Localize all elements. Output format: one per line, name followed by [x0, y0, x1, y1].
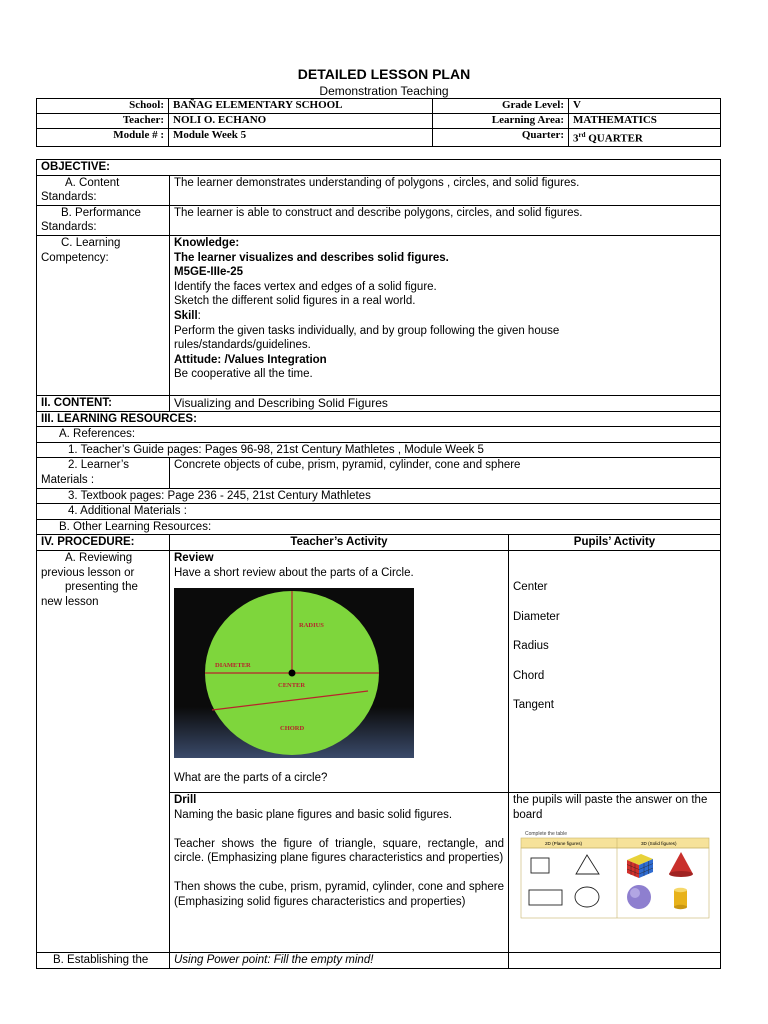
procedure-heading: IV. PROCEDURE:: [37, 535, 170, 551]
review-text: Have a short review about the parts of a Circle.: [174, 566, 414, 579]
chord-label: CHORD: [280, 725, 305, 733]
performance-label-1: B. Performance: [61, 206, 141, 219]
review-row: [37, 550, 721, 792]
drill-text: Naming the basic plane figures and basic solid figures.: [174, 808, 453, 821]
other-resources-text: B. Other Learning Resources:: [37, 519, 721, 535]
quarter-label: Quarter:: [433, 129, 569, 147]
content-standards-text: The learner demonstrates understanding of polygons , circles, and solid figures.: [170, 175, 721, 205]
grade-value: V: [569, 99, 721, 114]
establishing-label: B. Establishing the: [37, 952, 170, 968]
radius-label: RADIUS: [299, 622, 324, 630]
quarter-text: QUARTER: [585, 132, 643, 145]
additional-materials-row: [37, 504, 721, 520]
references-label: A. References:: [37, 427, 721, 443]
review-cell: [170, 550, 509, 792]
reviewing-label-3: presenting the: [65, 581, 138, 594]
plane-figures-heading: 2D (Plane figures): [545, 841, 583, 847]
attitude-line-1: Be cooperative all the time.: [174, 368, 313, 381]
teachers-guide-text: 1. Teacher’s Guide pages: Pages 96-98, 21st Century Mathletes , Module Week 5: [37, 442, 721, 458]
textbook-row: [37, 488, 721, 504]
content-standards-label: [37, 175, 170, 205]
answer-diameter: Diameter: [513, 610, 560, 623]
skill-heading-line: [174, 309, 716, 324]
skill-colon: :: [197, 309, 201, 322]
answer-chord: Chord: [513, 669, 545, 682]
learners-label-2: Materials :: [41, 473, 95, 486]
learners-label-1: 2. Learner’s: [68, 459, 129, 472]
drill-paragraph-2: Teacher shows the figure of triangle, square, rectangle, and circle. (Emphasizing plane figures characteristics and properties): [174, 837, 504, 865]
school-value: BAÑAG ELEMENTARY SCHOOL: [169, 99, 433, 114]
cylinder-shape: [674, 888, 687, 909]
review-question: What are the parts of a circle?: [174, 772, 328, 785]
competency-code: M5GE-IIIe-25: [174, 266, 244, 279]
drill-cell: [170, 792, 509, 952]
resources-heading-row: [37, 411, 721, 427]
center-point: [289, 670, 296, 677]
drill-heading: Drill: [174, 793, 197, 806]
additional-materials-text: 4. Additional Materials :: [37, 504, 721, 520]
pupil-answer-list: [513, 580, 716, 713]
content-standards-label-1: A. Content: [65, 176, 120, 189]
teachers-guide-row: [37, 442, 721, 458]
info-row-teacher: [37, 114, 721, 129]
knowledge-line-2: Identify the faces vertex and edges of a solid figure.: [174, 280, 437, 293]
area-label: Learning Area:: [433, 114, 569, 129]
circle-parts-figure: [174, 588, 414, 758]
learners-materials-text: Concrete objects of cube, prism, pyramid, cylinder, cone and sphere: [170, 458, 721, 488]
skill-line-1: Perform the given tasks individually, and by group following the given house: [174, 324, 560, 337]
procedure-heading-row: [37, 535, 721, 551]
establishing-text: Using Power point: Fill the empty mind!: [170, 952, 509, 968]
info-table: [36, 98, 721, 147]
knowledge-line-3: Sketch the different solid figures in a real world.: [174, 295, 416, 308]
objective-heading: OBJECTIVE:: [37, 160, 721, 176]
diameter-label: DIAMETER: [215, 662, 251, 670]
center-label: CENTER: [278, 682, 306, 690]
competency-row: [37, 235, 721, 395]
teacher-label: Teacher:: [37, 114, 169, 129]
module-label: Module # :: [37, 129, 169, 147]
reviewing-label-4: new lesson: [41, 595, 99, 608]
grade-label: Grade Level:: [433, 99, 569, 114]
competency-label-2: Competency:: [41, 251, 109, 264]
content-label: II. CONTENT:: [37, 395, 170, 411]
knowledge-line-1: The learner visualizes and describes solid figures.: [174, 251, 449, 264]
establishing-pupil-cell: [509, 952, 721, 968]
complete-table-caption: Complete the table: [525, 831, 567, 838]
school-label: School:: [37, 99, 169, 114]
info-row-school: [37, 99, 721, 114]
module-value: Module Week 5: [169, 129, 433, 147]
performance-standards-text: The learner is able to construct and describe polygons, circles, and solid figures.: [170, 205, 721, 235]
competency-text: [170, 235, 721, 395]
reviewing-label-1: A. Reviewing: [65, 551, 133, 564]
competency-label: [37, 235, 170, 395]
info-row-module: [37, 129, 721, 147]
learners-materials-label: [37, 458, 170, 488]
other-resources-row: [37, 519, 721, 535]
attitude-heading: Attitude: /Values Integration: [174, 353, 327, 366]
document-title: DETAILED LESSON PLAN: [297, 66, 471, 82]
answer-tangent: Tangent: [513, 699, 554, 712]
content-text: Visualizing and Describing Solid Figures: [170, 395, 721, 411]
area-value: MATHEMATICS: [569, 114, 721, 129]
performance-standards-row: [37, 205, 721, 235]
teacher-value: NOLI O. ECHANO: [169, 114, 433, 129]
quarter-ordinal: rd: [578, 131, 586, 139]
quarter-number: 3: [573, 132, 579, 145]
performance-standards-label: [37, 205, 170, 235]
performance-label-2: Standards:: [41, 221, 97, 234]
reviewing-label-2: previous lesson or: [41, 566, 135, 579]
establishing-row: [37, 952, 721, 968]
pupil-column-heading: Pupils’ Activity: [509, 535, 721, 551]
quarter-value: [569, 129, 721, 147]
document-subtitle: Demonstration Teaching: [319, 84, 449, 98]
learners-materials-row: [37, 458, 721, 488]
sphere-shape: [627, 885, 651, 909]
review-heading: Review: [174, 551, 214, 564]
drill-pupil-cell: [509, 792, 721, 952]
content-standards-row: [37, 175, 721, 205]
references-row: [37, 427, 721, 443]
reviewing-label: [37, 550, 170, 952]
complete-table-figure: [519, 828, 711, 920]
content-row: [37, 395, 721, 411]
drill-pupil-text: the pupils will paste the answer on the board: [513, 793, 708, 821]
content-standards-label-2: Standards:: [41, 191, 97, 204]
answer-center: Center: [513, 580, 548, 593]
skill-line-2: rules/standards/guidelines.: [174, 339, 311, 352]
answer-radius: Radius: [513, 640, 549, 653]
solid-figures-heading: 3D (Solid figures): [641, 841, 677, 847]
teacher-column-heading: Teacher’s Activity: [170, 535, 509, 551]
textbook-text: 3. Textbook pages: Page 236 - 245, 21st Century Mathletes: [37, 488, 721, 504]
resources-heading: III. LEARNING RESOURCES:: [37, 411, 721, 427]
review-answers-cell: [509, 550, 721, 792]
competency-label-1: C. Learning: [61, 236, 121, 249]
knowledge-heading: Knowledge:: [174, 236, 240, 249]
objective-heading-row: [37, 160, 721, 176]
lesson-table: [36, 159, 721, 969]
drill-paragraph-3: Then shows the cube, prism, pyramid, cylinder, cone and sphere (Emphasizing solid figures characteristics and properties): [174, 881, 504, 909]
skill-heading: Skill: [174, 309, 198, 322]
